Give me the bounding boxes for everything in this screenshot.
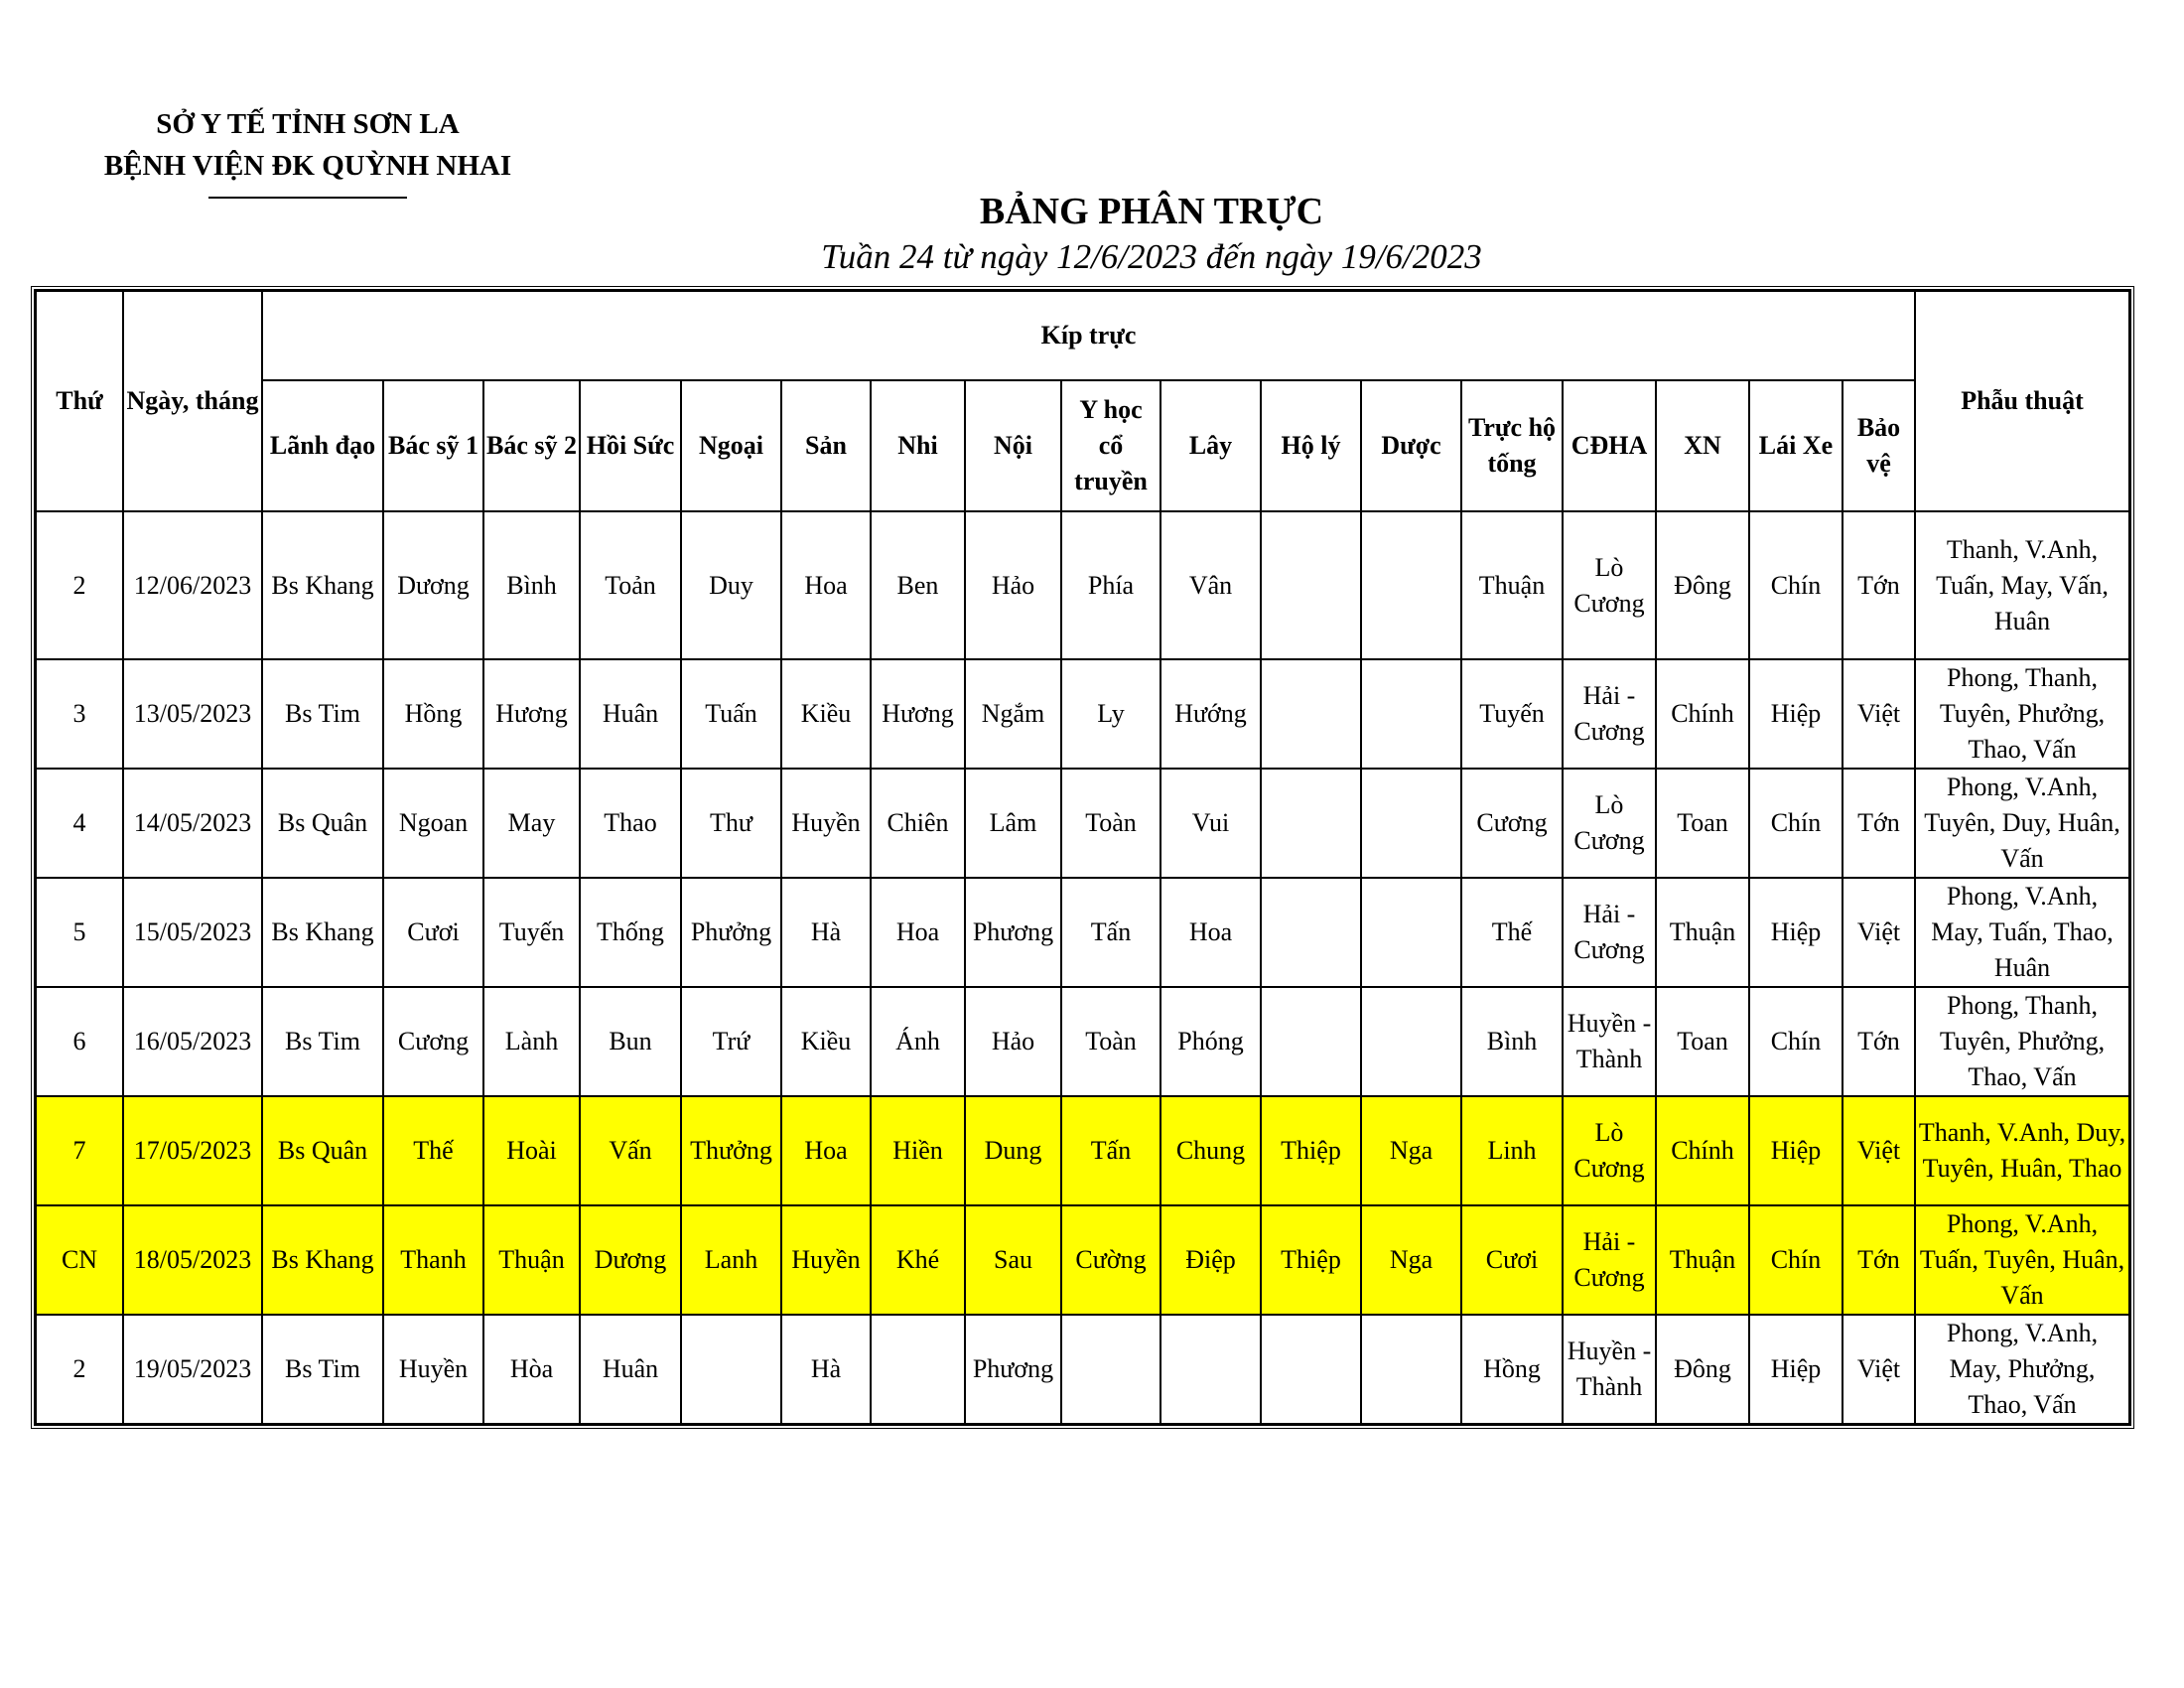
cell-duty: Nga <box>1361 1096 1461 1205</box>
cell-duty: Thế <box>1461 878 1563 987</box>
cell-duty: Huân <box>580 659 681 769</box>
cell-duty: Phóng <box>1160 987 1261 1096</box>
cell-duty <box>1361 511 1461 659</box>
cell-duty: Thuận <box>1656 878 1749 987</box>
cell-duty: Huyền - Thành <box>1563 1315 1656 1424</box>
cell-duty: Điệp <box>1160 1205 1261 1315</box>
cell-duty: Bs Khang <box>262 511 383 659</box>
cell-duty: Tấn <box>1061 878 1160 987</box>
cell-duty: Tuyến <box>1461 659 1563 769</box>
cell-duty: Hảo <box>965 987 1061 1096</box>
cell-duty: Bs Tim <box>262 987 383 1096</box>
cell-duty <box>681 1315 781 1424</box>
cell-duty: May <box>483 769 580 878</box>
cell-duty: Hoa <box>1160 878 1261 987</box>
cell-duty: Bs Quân <box>262 1096 383 1205</box>
cell-duty: Cươi <box>1461 1205 1563 1315</box>
cell-duty: Dương <box>580 1205 681 1315</box>
cell-duty: Chín <box>1749 769 1843 878</box>
table-row <box>36 1205 2129 1315</box>
cell-duty: Kiều <box>781 659 871 769</box>
cell-duty: Hồng <box>1461 1315 1563 1424</box>
cell-duty: Trứ <box>681 987 781 1096</box>
cell-surgery: Phong, V.Anh, Tuấn, Tuyên, Huân, Vấn <box>1915 1205 2129 1315</box>
cell-duty: Hiền <box>871 1096 965 1205</box>
cell-duty: Toàn <box>1061 769 1160 878</box>
cell-duty: Thuận <box>483 1205 580 1315</box>
table-row <box>36 1315 2129 1424</box>
col-header-sub: XN <box>1656 380 1749 511</box>
cell-duty: Việt <box>1843 878 1915 987</box>
col-header-sub: Bác sỹ 1 <box>383 380 483 511</box>
col-header-sub: Nội <box>965 380 1061 511</box>
cell-duty: Bs Tim <box>262 659 383 769</box>
col-header-sub: Nhi <box>871 380 965 511</box>
cell-duty: Bun <box>580 987 681 1096</box>
col-header-surgery: Phẫu thuật <box>1915 291 2129 511</box>
cell-duty: Chiên <box>871 769 965 878</box>
table-row <box>36 769 2129 878</box>
col-header-sub: Lây <box>1160 380 1261 511</box>
table-body <box>36 511 2129 1424</box>
cell-duty: Hướng <box>1160 659 1261 769</box>
cell-duty: Chính <box>1656 1096 1749 1205</box>
cell-duty <box>1361 1315 1461 1424</box>
cell-duty: Lò Cương <box>1563 511 1656 659</box>
org-header <box>60 103 556 199</box>
cell-duty: Thiệp <box>1261 1205 1361 1315</box>
cell-duty <box>1361 878 1461 987</box>
cell-surgery: Thanh, V.Anh, Tuấn, May, Vấn, Huân <box>1915 511 2129 659</box>
cell-thu: 3 <box>36 659 123 769</box>
cell-thu: 2 <box>36 1315 123 1424</box>
cell-duty: Phương <box>965 878 1061 987</box>
cell-duty: Lò Cương <box>1563 1096 1656 1205</box>
cell-duty: Cương <box>383 987 483 1096</box>
cell-thu: 7 <box>36 1096 123 1205</box>
cell-duty: Cương <box>1461 769 1563 878</box>
org-line-department: SỞ Y TẾ TỈNH SƠN LA <box>156 108 460 140</box>
col-header-sub: Bác sỹ 2 <box>483 380 580 511</box>
cell-surgery: Phong, V.Anh, May, Tuấn, Thao, Huân <box>1915 878 2129 987</box>
col-header-thu: Thứ <box>36 291 123 511</box>
cell-duty: Hiệp <box>1749 1315 1843 1424</box>
cell-duty: Bs Quân <box>262 769 383 878</box>
cell-duty: Hoa <box>871 878 965 987</box>
cell-duty <box>1160 1315 1261 1424</box>
cell-duty: Toàn <box>1061 987 1160 1096</box>
cell-duty: Hải - Cương <box>1563 659 1656 769</box>
cell-duty: Tuyến <box>483 878 580 987</box>
org-line-hospital: BỆNH VIỆN ĐK QUỲNH NHAI <box>103 150 512 182</box>
cell-duty: Khé <box>871 1205 965 1315</box>
table-row <box>36 878 2129 987</box>
cell-date: 17/05/2023 <box>123 1096 262 1205</box>
cell-surgery: Phong, V.Anh, May, Phưởng, Thao, Vấn <box>1915 1315 2129 1424</box>
col-header-date: Ngày, tháng <box>123 291 262 511</box>
cell-duty: Huyền <box>781 769 871 878</box>
cell-duty: Huyền <box>781 1205 871 1315</box>
cell-duty: Tớn <box>1843 769 1915 878</box>
header-row-subcolumns <box>36 380 2129 511</box>
cell-duty <box>1361 987 1461 1096</box>
cell-duty: Tuấn <box>681 659 781 769</box>
cell-thu: CN <box>36 1205 123 1315</box>
cell-duty: Bình <box>1461 987 1563 1096</box>
cell-surgery: Phong, Thanh, Tuyên, Phưởng, Thao, Vấn <box>1915 987 2129 1096</box>
cell-date: 18/05/2023 <box>123 1205 262 1315</box>
cell-duty: Hòa <box>483 1315 580 1424</box>
cell-date: 15/05/2023 <box>123 878 262 987</box>
col-header-sub: Hồi Sức <box>580 380 681 511</box>
cell-duty: Toan <box>1656 987 1749 1096</box>
col-header-sub: Dược <box>1361 380 1461 511</box>
table-row <box>36 987 2129 1096</box>
cell-duty: Thiệp <box>1261 1096 1361 1205</box>
col-header-sub: Ngoại <box>681 380 781 511</box>
cell-thu: 6 <box>36 987 123 1096</box>
cell-duty: Nga <box>1361 1205 1461 1315</box>
cell-duty: Bs Khang <box>262 878 383 987</box>
cell-date: 12/06/2023 <box>123 511 262 659</box>
cell-duty: Lò Cương <box>1563 769 1656 878</box>
cell-duty: Vân <box>1160 511 1261 659</box>
cell-surgery: Phong, Thanh, Tuyên, Phưởng, Thao, Vấn <box>1915 659 2129 769</box>
cell-duty: Cươi <box>383 878 483 987</box>
cell-duty: Đông <box>1656 1315 1749 1424</box>
cell-duty: Hoài <box>483 1096 580 1205</box>
header-row-group <box>36 291 2129 380</box>
cell-duty: Hương <box>871 659 965 769</box>
title-block <box>0 189 2184 280</box>
col-header-sub: CĐHA <box>1563 380 1656 511</box>
cell-duty: Tớn <box>1843 987 1915 1096</box>
cell-duty: Hoa <box>781 511 871 659</box>
cell-duty: Hảo <box>965 511 1061 659</box>
table-row <box>36 659 2129 769</box>
cell-duty: Kiều <box>781 987 871 1096</box>
cell-duty: Tấn <box>1061 1096 1160 1205</box>
cell-duty: Phía <box>1061 511 1160 659</box>
cell-duty: Thư <box>681 769 781 878</box>
cell-duty <box>1361 659 1461 769</box>
cell-duty: Thống <box>580 878 681 987</box>
cell-duty: Tớn <box>1843 1205 1915 1315</box>
cell-date: 19/05/2023 <box>123 1315 262 1424</box>
col-header-sub: Sản <box>781 380 871 511</box>
cell-duty: Đông <box>1656 511 1749 659</box>
cell-duty <box>1261 1315 1361 1424</box>
cell-duty: Bs Tim <box>262 1315 383 1424</box>
cell-duty: Hải - Cương <box>1563 878 1656 987</box>
cell-duty: Lành <box>483 987 580 1096</box>
cell-duty: Việt <box>1843 1096 1915 1205</box>
cell-thu: 4 <box>36 769 123 878</box>
page-subtitle: Tuần 24 từ ngày 12/6/2023 đến ngày 19/6/2023 <box>821 237 1482 276</box>
cell-duty: Thao <box>580 769 681 878</box>
cell-duty: Hồng <box>383 659 483 769</box>
cell-duty: Vấn <box>580 1096 681 1205</box>
cell-duty <box>1261 659 1361 769</box>
cell-duty: Chung <box>1160 1096 1261 1205</box>
cell-thu: 5 <box>36 878 123 987</box>
cell-duty: Hiệp <box>1749 878 1843 987</box>
col-header-sub: Trực hộ tống <box>1461 380 1563 511</box>
cell-duty: Dương <box>383 511 483 659</box>
cell-duty: Lâm <box>965 769 1061 878</box>
cell-duty: Huyền - Thành <box>1563 987 1656 1096</box>
cell-thu: 2 <box>36 511 123 659</box>
cell-surgery: Thanh, V.Anh, Duy, Tuyên, Huân, Thao <box>1915 1096 2129 1205</box>
cell-duty: Huyền <box>383 1315 483 1424</box>
table-row <box>36 1096 2129 1205</box>
cell-date: 13/05/2023 <box>123 659 262 769</box>
cell-duty: Linh <box>1461 1096 1563 1205</box>
cell-duty: Thanh <box>383 1205 483 1315</box>
cell-duty: Tớn <box>1843 511 1915 659</box>
col-header-sub: Bảo vệ <box>1843 380 1915 511</box>
cell-duty: Bs Khang <box>262 1205 383 1315</box>
group-header-kip-truc: Kíp trực <box>262 291 1915 380</box>
cell-duty: Hà <box>781 878 871 987</box>
cell-duty: Hiệp <box>1749 659 1843 769</box>
cell-duty: Huân <box>580 1315 681 1424</box>
cell-duty: Ben <box>871 511 965 659</box>
col-header-sub: Hộ lý <box>1261 380 1361 511</box>
cell-duty: Ly <box>1061 659 1160 769</box>
cell-duty: Dung <box>965 1096 1061 1205</box>
cell-duty <box>1261 511 1361 659</box>
duty-roster-table <box>35 290 2130 1425</box>
cell-surgery: Phong, V.Anh, Tuyên, Duy, Huân, Vấn <box>1915 769 2129 878</box>
cell-duty: Phương <box>965 1315 1061 1424</box>
table-row <box>36 511 2129 659</box>
cell-duty: Hà <box>781 1315 871 1424</box>
cell-duty: Bình <box>483 511 580 659</box>
cell-duty <box>1261 769 1361 878</box>
cell-duty: Lanh <box>681 1205 781 1315</box>
cell-duty <box>871 1315 965 1424</box>
col-header-sub: Lãnh đạo <box>262 380 383 511</box>
cell-duty <box>1261 878 1361 987</box>
cell-duty: Vui <box>1160 769 1261 878</box>
cell-duty: Chín <box>1749 987 1843 1096</box>
cell-duty: Thuận <box>1461 511 1563 659</box>
cell-date: 14/05/2023 <box>123 769 262 878</box>
cell-duty: Ánh <box>871 987 965 1096</box>
cell-duty: Phưởng <box>681 878 781 987</box>
cell-duty: Chín <box>1749 511 1843 659</box>
cell-duty: Toan <box>1656 769 1749 878</box>
cell-duty: Ngoan <box>383 769 483 878</box>
col-header-sub: Y học cổ truyền <box>1061 380 1160 511</box>
cell-duty: Thế <box>383 1096 483 1205</box>
page-title: BẢNG PHÂN TRỰC <box>979 191 1324 232</box>
cell-duty: Việt <box>1843 1315 1915 1424</box>
cell-duty <box>1061 1315 1160 1424</box>
cell-duty: Chính <box>1656 659 1749 769</box>
cell-duty: Hoa <box>781 1096 871 1205</box>
duty-table-frame <box>31 286 2134 1429</box>
cell-duty <box>1361 769 1461 878</box>
cell-duty: Thuận <box>1656 1205 1749 1315</box>
cell-duty: Hương <box>483 659 580 769</box>
cell-duty: Hiệp <box>1749 1096 1843 1205</box>
cell-duty: Thưởng <box>681 1096 781 1205</box>
cell-duty: Chín <box>1749 1205 1843 1315</box>
cell-duty: Toản <box>580 511 681 659</box>
cell-duty: Duy <box>681 511 781 659</box>
cell-duty: Cường <box>1061 1205 1160 1315</box>
cell-duty: Ngắm <box>965 659 1061 769</box>
cell-date: 16/05/2023 <box>123 987 262 1096</box>
cell-duty: Việt <box>1843 659 1915 769</box>
col-header-sub: Lái Xe <box>1749 380 1843 511</box>
cell-duty <box>1261 987 1361 1096</box>
cell-duty: Sau <box>965 1205 1061 1315</box>
cell-duty: Hải - Cương <box>1563 1205 1656 1315</box>
